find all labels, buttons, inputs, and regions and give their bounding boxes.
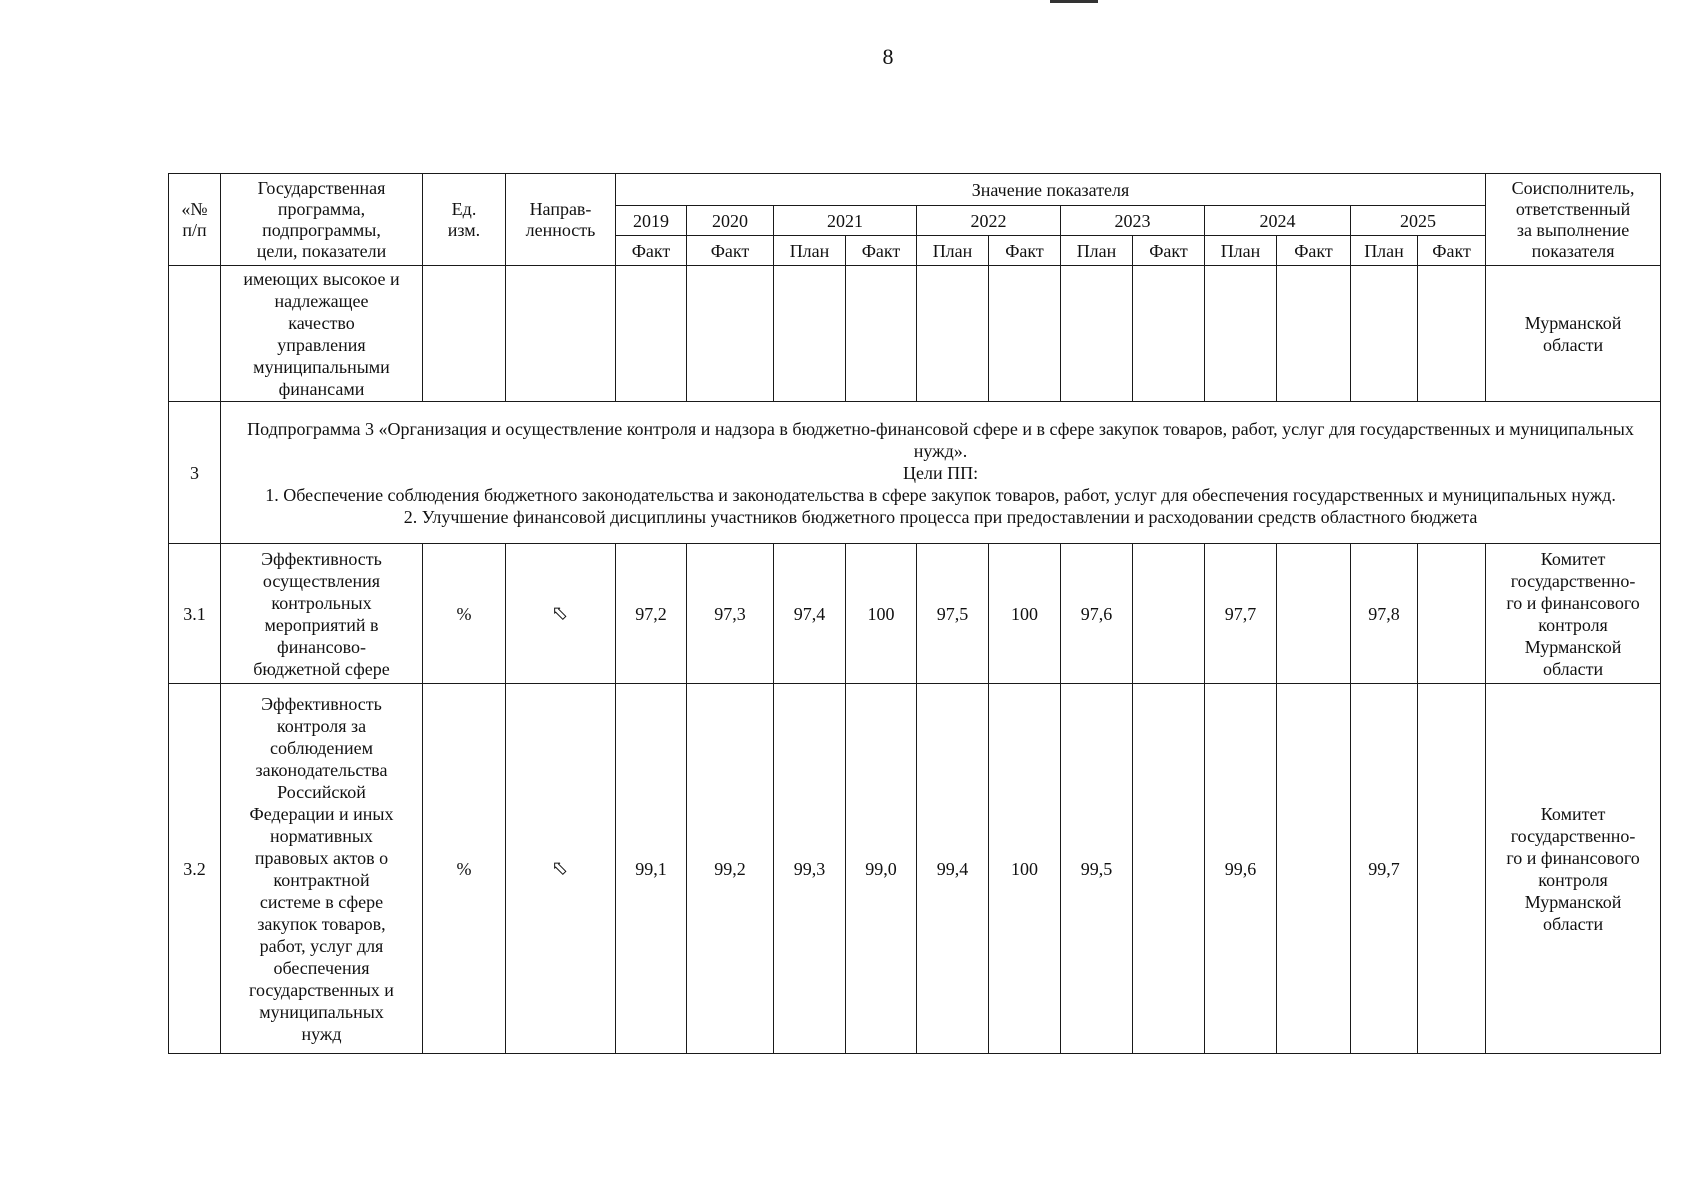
value-cell [989,266,1061,402]
value-cell: 99,0 [846,684,917,1054]
value-cell [1133,544,1205,684]
header-year: 2019 [616,206,687,236]
row-direction [506,266,616,402]
value-cell: 97,2 [616,544,687,684]
header-year: 2024 [1205,206,1351,236]
row-num [169,266,221,402]
value-cell [1277,544,1351,684]
row-unit [423,266,506,402]
arrow-up-right-icon: ⇧ [546,599,575,628]
header-sub: Факт [616,236,687,266]
header-year: 2020 [687,206,774,236]
value-cell [1351,266,1418,402]
table-row-continuation [169,266,1661,402]
value-cell [1277,266,1351,402]
header-sub: Факт [1133,236,1205,266]
header-year: 2025 [1351,206,1486,236]
table-row [169,544,1661,684]
header-num: «№ п/п [169,174,221,266]
value-cell: 97,5 [917,544,989,684]
value-cell [917,266,989,402]
header-sub: Факт [1277,236,1351,266]
value-cell [1133,684,1205,1054]
header-sub: План [774,236,846,266]
row-unit: % [423,684,506,1054]
header-sub: Факт [989,236,1061,266]
header-sub: План [1205,236,1277,266]
row-coexecutor: Комитет государственно- го и финансового контроля Мурманской области [1486,544,1661,684]
value-cell: 100 [989,684,1061,1054]
subprogram-row [169,402,1661,544]
value-cell [1061,266,1133,402]
value-cell: 99,2 [687,684,774,1054]
value-cell [616,266,687,402]
value-cell: 97,6 [1061,544,1133,684]
value-cell [1418,544,1486,684]
row-unit: % [423,544,506,684]
header-coexecutor: Соисполнитель, ответственный за выполнение показателя [1486,174,1661,266]
value-cell: 99,3 [774,684,846,1054]
header-year: 2023 [1061,206,1205,236]
scan-mark [1050,0,1098,3]
header-sub: План [917,236,989,266]
row-num: 3.2 [169,684,221,1054]
indicators-table [168,173,1661,1054]
value-cell: 99,5 [1061,684,1133,1054]
row-name: имеющих высокое и надлежащее качество управления муниципальными финансами [221,266,423,402]
value-cell [1205,266,1277,402]
value-cell: 97,7 [1205,544,1277,684]
value-cell: 97,8 [1351,544,1418,684]
row-coexecutor: Мурманской области [1486,266,1661,402]
header-year: 2022 [917,206,1061,236]
value-cell: 100 [846,544,917,684]
value-cell: 97,3 [687,544,774,684]
header-program: Государственная программа, подпрограммы, цели, показатели [221,174,423,266]
row-name: Эффективность контроля за соблюдением законодательства Российской Федерации и иных нормативных правовых актов о контрактной системе в сфере закупок товаров, работ, услуг для обеспечения государственных и муниципальных нужд [221,684,423,1054]
table-row [169,684,1661,1054]
page-number: 8 [882,44,894,69]
header-unit: Ед. изм. [423,174,506,266]
value-cell: 99,6 [1205,684,1277,1054]
subprogram-text: Подпрограмма 3 «Организация и осуществление контроля и надзора в бюджетно-финансовой сфере и в сфере закупок товаров, работ, услуг для государственных и муниципальных нужд». Цели ПП: 1. Обеспечение соблюдения бюджетного законодательства и законодательства в сфере закупок товаров, работ, услуг для обеспечения государственных и муниципальных нужд. 2. Улучшение финансовой дисциплины участников бюджетного процесса при предоставлении и расходовании средств областного бюджета [221,402,1661,544]
header-sub: План [1351,236,1418,266]
value-cell [1418,266,1486,402]
value-cell [1277,684,1351,1054]
value-cell [1133,266,1205,402]
header-sub: Факт [1418,236,1486,266]
header-direction: Направ- ленность [506,174,616,266]
header-sub: Факт [846,236,917,266]
value-cell [687,266,774,402]
header-row-1 [169,174,1661,206]
value-cell: 99,7 [1351,684,1418,1054]
header-year: 2021 [774,206,917,236]
row-num: 3.1 [169,544,221,684]
arrow-up-right-icon: ⇧ [546,854,575,883]
value-cell: 100 [989,544,1061,684]
row-name: Эффективность осуществления контрольных мероприятий в финансово- бюджетной сфере [221,544,423,684]
header-sub: Факт [687,236,774,266]
value-cell: 99,4 [917,684,989,1054]
row-coexecutor: Комитет государственно- го и финансового контроля Мурманской области [1486,684,1661,1054]
header-sub: План [1061,236,1133,266]
value-cell [774,266,846,402]
value-cell [846,266,917,402]
row-direction [506,684,616,1054]
value-cell [1418,684,1486,1054]
value-cell: 99,1 [616,684,687,1054]
subprogram-num: 3 [169,402,221,544]
header-value-group: Значение показателя [616,174,1486,206]
value-cell: 97,4 [774,544,846,684]
row-direction [506,544,616,684]
